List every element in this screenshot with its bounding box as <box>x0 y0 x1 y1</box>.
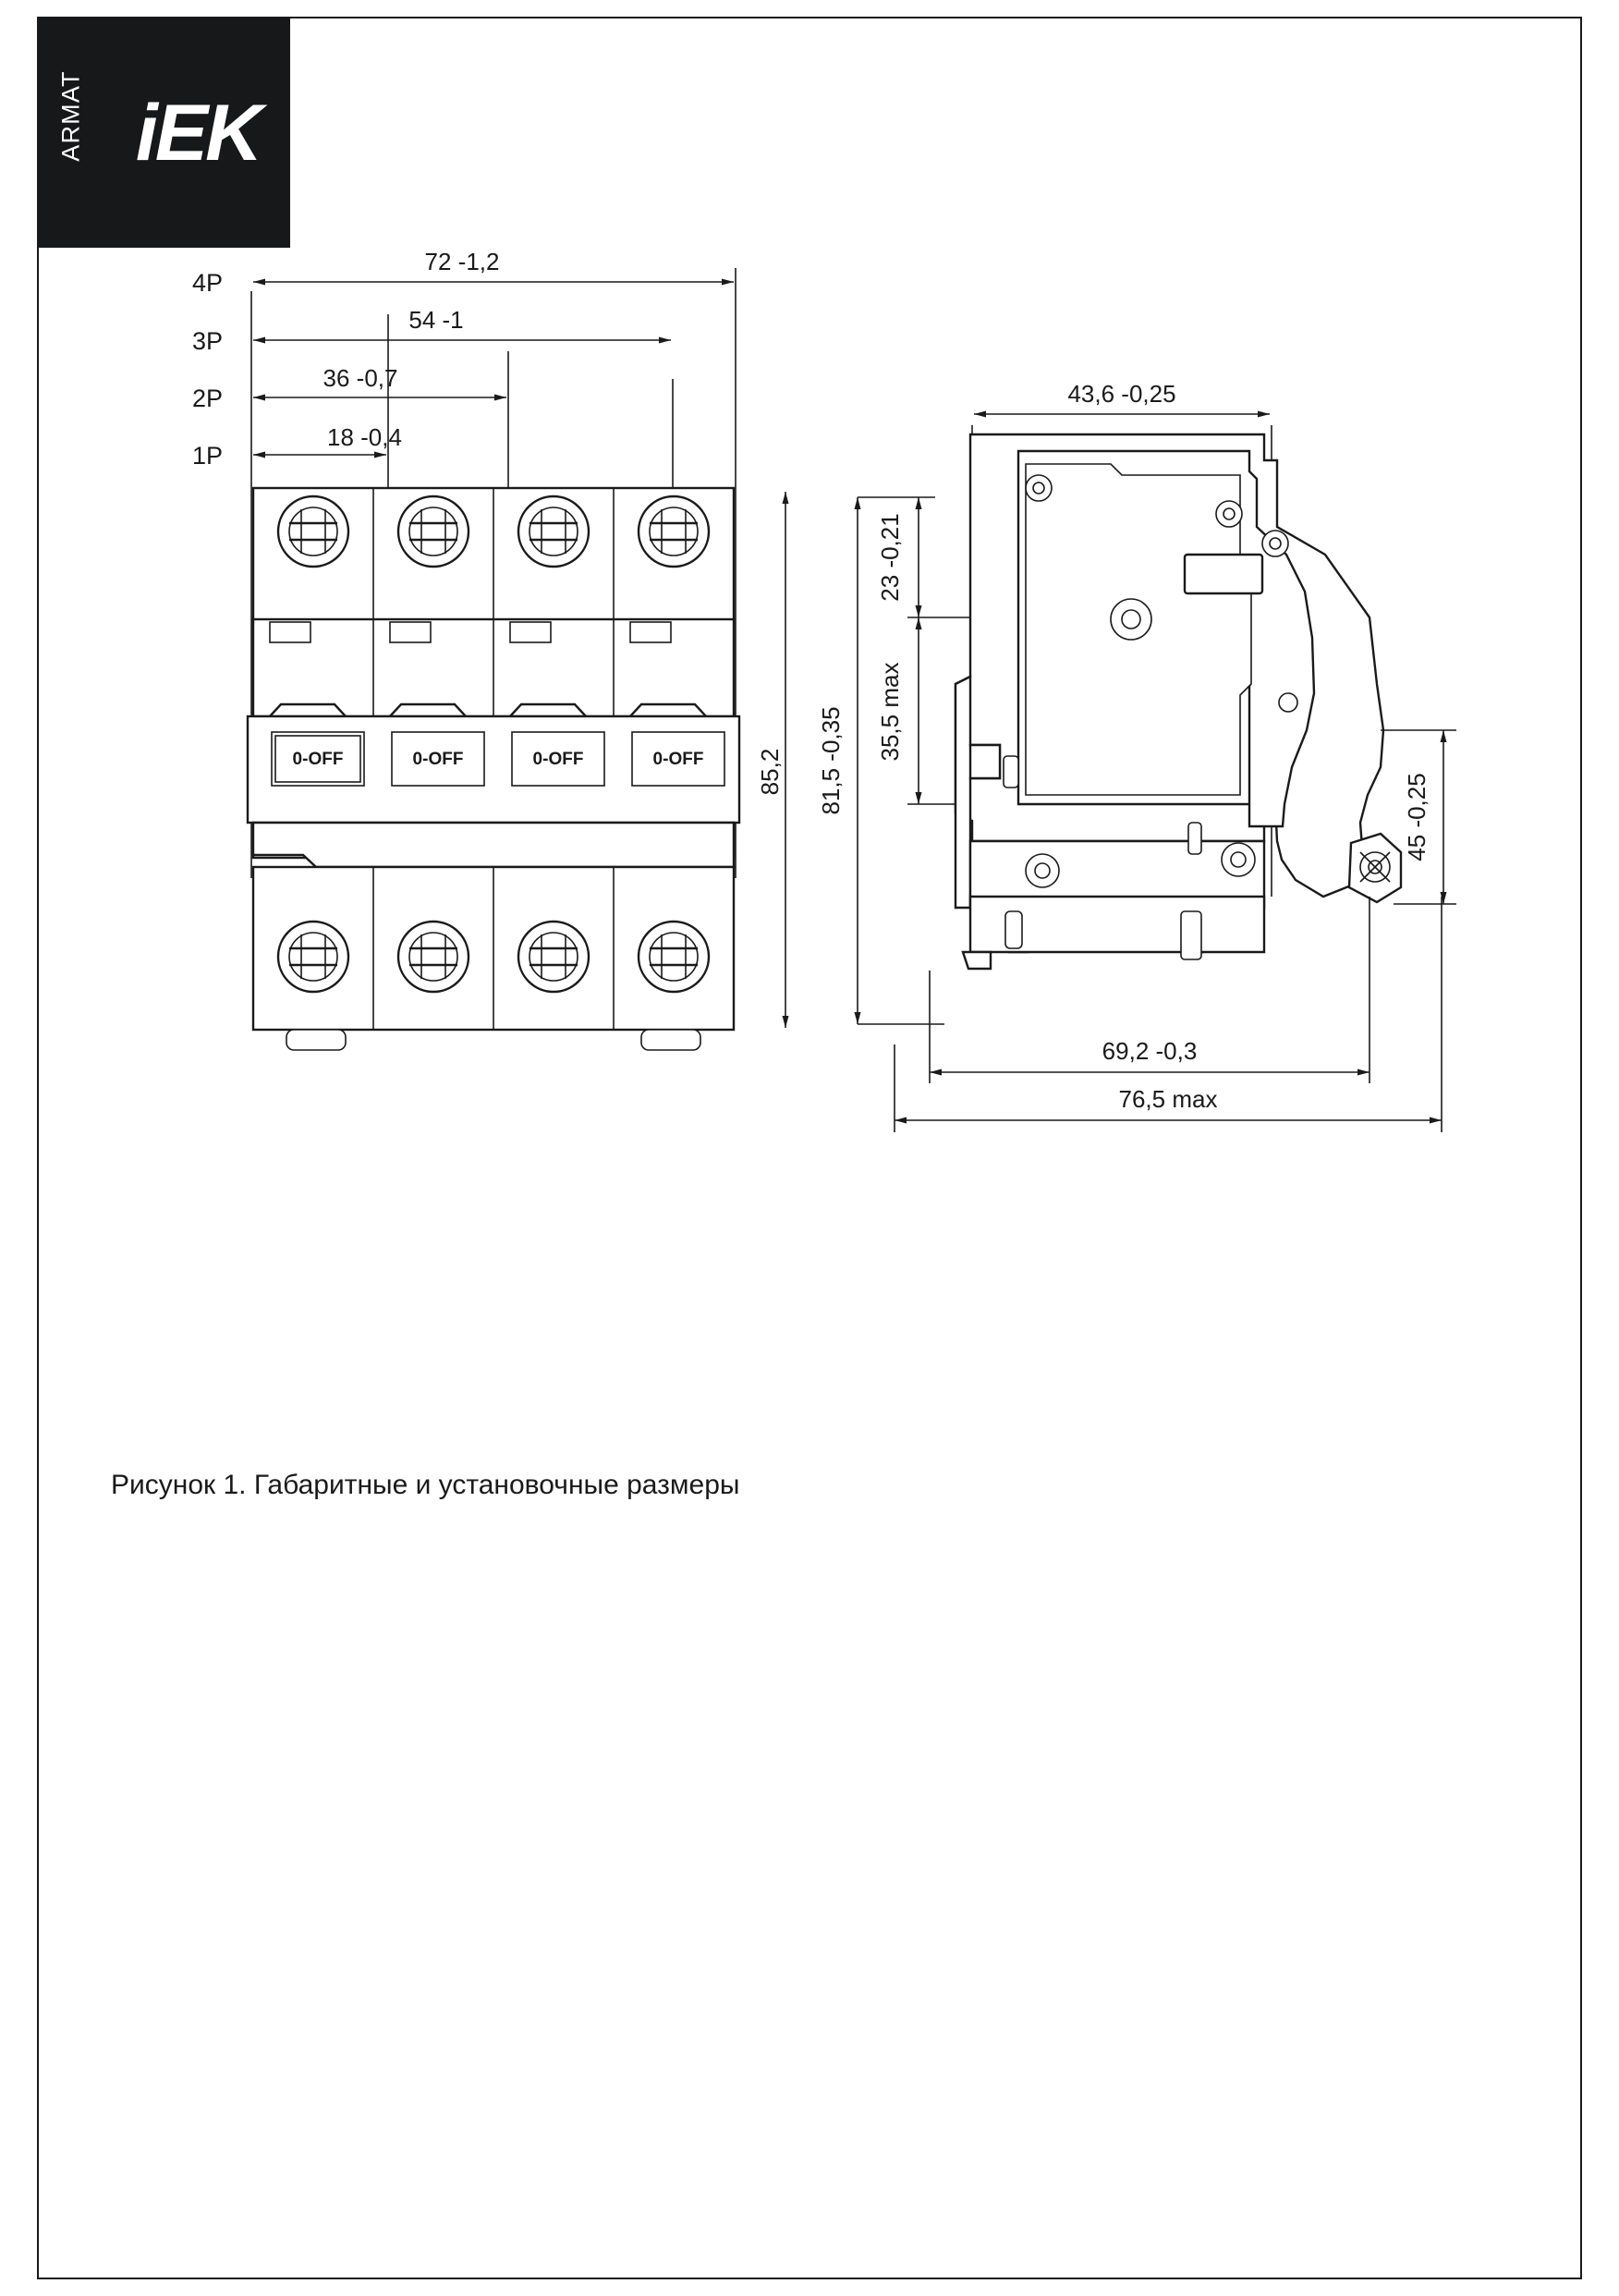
front-dim-2p <box>192 364 506 412</box>
side-body-outline <box>956 434 1401 969</box>
iek-logo-text: iEK <box>135 88 261 177</box>
front-bottom-block <box>253 867 734 1050</box>
side-view-group <box>817 380 1456 1132</box>
figure-caption: Рисунок 1. Габаритные и установочные размеры <box>111 1470 740 1500</box>
brand-sidebar-label: ARMAT <box>56 70 85 162</box>
toggle-label-4: 0-OFF <box>652 750 704 769</box>
dim-76-5-max: 76,5 max <box>1118 1085 1218 1113</box>
dim-81-5: 81,5 -0,35 <box>817 706 845 815</box>
dim-front-height: 85,2 <box>756 748 784 796</box>
dim-43-6: 43,6 -0,25 <box>1067 380 1176 408</box>
front-lower-bar <box>253 823 734 867</box>
toggle-label-1: 0-OFF <box>292 750 344 769</box>
side-dim-436 <box>974 380 1270 414</box>
dim-23: 23 -0,21 <box>876 513 904 602</box>
dim-1p-width: 18 -0,4 <box>327 423 402 451</box>
pole-label-4p: 4P <box>192 269 224 297</box>
brand-sidebar-band <box>39 18 105 248</box>
dim-45: 45 -0,25 <box>1403 773 1430 861</box>
technical-drawing <box>39 250 1580 1451</box>
dim-35-5-max: 35,5 max <box>876 662 904 762</box>
dim-4p-width: 72 -1,2 <box>424 250 500 275</box>
dim-3p-width: 54 -1 <box>408 306 464 334</box>
pole-label-1p: 1P <box>192 442 224 470</box>
toggle-label-3: 0-OFF <box>532 750 584 769</box>
front-dim-3p <box>192 306 671 355</box>
dim-2p-width: 36 -0,7 <box>323 364 398 392</box>
logo-block <box>105 18 290 248</box>
dim-69-2: 69,2 -0,3 <box>1102 1037 1198 1065</box>
toggle-label-2: 0-OFF <box>412 750 464 769</box>
front-dim-height <box>756 492 785 1028</box>
side-dim-23 <box>876 497 919 617</box>
pole-label-3p: 3P <box>192 327 224 355</box>
document-page <box>37 17 1582 2279</box>
front-dim-4p <box>192 250 734 297</box>
front-view-group <box>192 250 785 1050</box>
pole-label-2p: 2P <box>192 385 224 412</box>
front-toggle-band <box>248 704 739 823</box>
front-dim-1p <box>192 423 402 470</box>
